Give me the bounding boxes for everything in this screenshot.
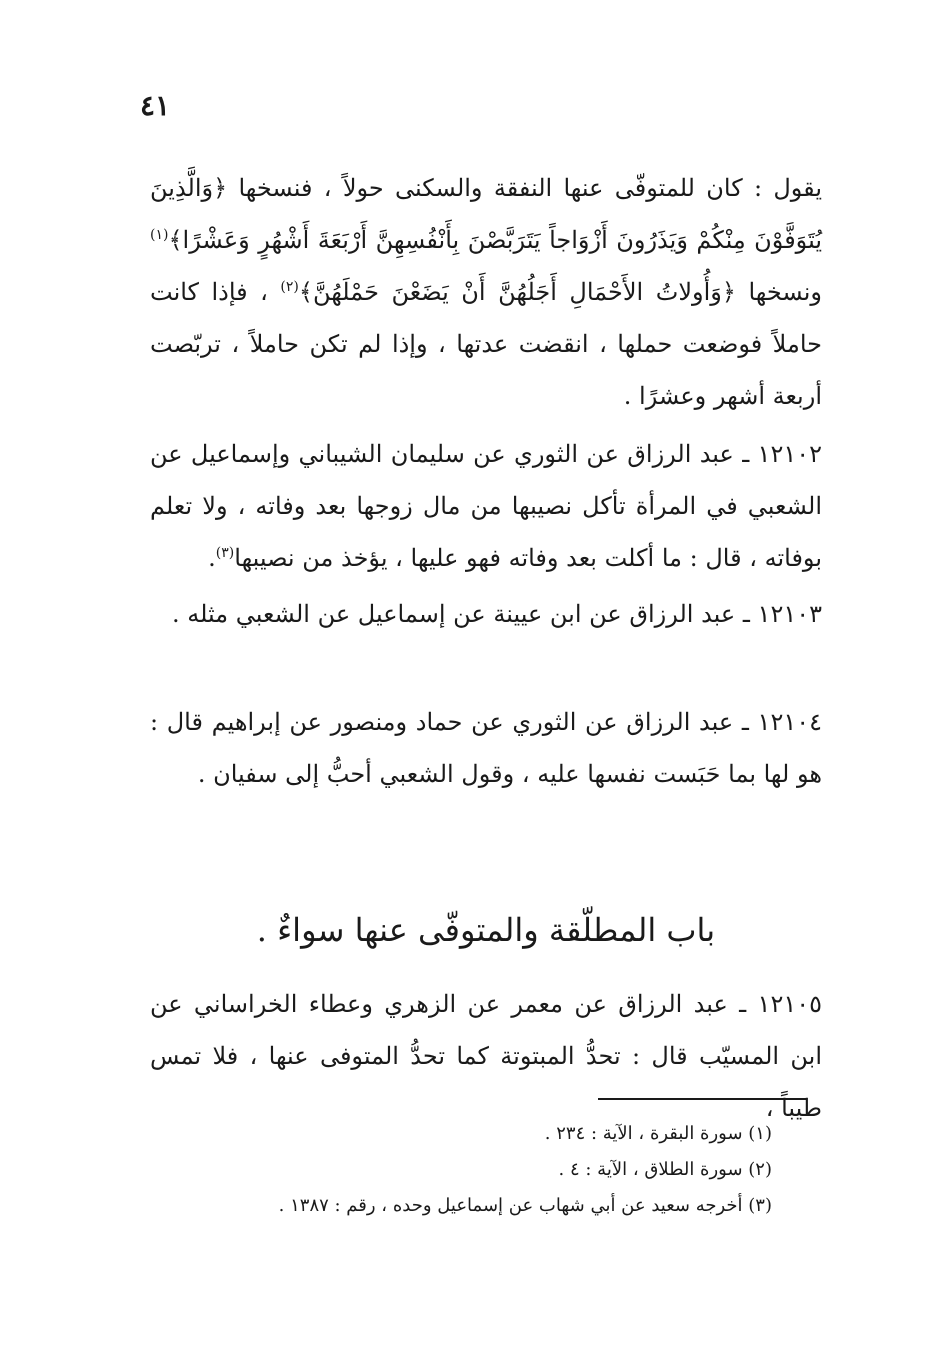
- paragraph-commentary: [150, 162, 822, 422]
- paragraph-text-continued: ونسخها ﴿وَأُولاتُ الأَحْمَالِ أَجَلُهُنَّ أَنْ يَضَعْنَ حَمْلَهُنَّ﴾: [298, 278, 822, 306]
- hadith-12105: ١٢١٠٥ ـ عبد الرزاق عن معمر عن الزهري وعطاء الخراساني عن ابن المسيّب قال : تحدُّ المبتوتة كما تحدُّ المتوفى عنها ، فلا تمس طيباً ،: [150, 990, 822, 1122]
- hadith-12104: ١٢١٠٤ ـ عبد الرزاق عن الثوري عن حماد ومنصور عن إبراهيم قال : هو لها بما حَبَست نفسها عليه ، وقول الشعبي أحبُّ إلى سفيان .: [150, 708, 822, 788]
- footnote-divider: [598, 1098, 806, 1100]
- section-heading: باب المطلّقة والمتوفّى عنها سواءٌ .: [256, 911, 716, 949]
- footnote-mark-2: (٢): [280, 279, 299, 295]
- hadith-12102: [150, 428, 822, 584]
- footnote-2: (٢) سورة الطلاق ، الآية : ٤ .: [558, 1159, 772, 1180]
- footnote-1: (١) سورة البقرة ، الآية : ٢٣٤ .: [544, 1123, 772, 1144]
- footnotes: [150, 1116, 772, 1224]
- footnote-3: (٣) أخرجه سعيد عن أبي شهاب عن إسماعيل وحده ، رقم : ١٣٨٧ .: [278, 1195, 772, 1216]
- paragraph-text-end: ، فإذا كانت حاملاً فوضعت حملها ، انقضت عدتها ، وإذا لم تكن حاملاً ، تربّصت أربعة أشهر وعشرًا .: [150, 278, 822, 410]
- hadith-text: ١٢١٠٢ ـ عبد الرزاق عن الثوري عن سليمان الشيباني وإسماعيل عن الشعبي في المرأة تأكل نصيبها من مال زوجها بعد وفاته ، ولا تعلم بوفاته ، قال : ما أكلت بعد وفاته فهو عليها ، يؤخذ من نصيبها: [150, 440, 822, 572]
- footnote-mark-3: (٣): [215, 545, 235, 561]
- hadith-12103: ١٢١٠٣ ـ عبد الرزاق عن ابن عيينة عن إسماعيل عن الشعبي مثله .: [171, 600, 822, 628]
- footnote-mark-1: (١): [150, 227, 169, 243]
- page-number: ٤١: [140, 89, 171, 122]
- paragraph-text: يقول : كان للمتوفّى عنها النفقة والسكنى حولاً ، فنسخها ﴿وَالَّذِينَ يُتَوَفَّوْنَ مِنْكُمْ وَيَذَرُونَ أَزْوَاجاً يَتَرَبَّصْنَ بِأَنْفُسِهِنَّ أَرْبَعَةَ أَشْهُرٍ وَعَشْرًا﴾: [150, 174, 822, 254]
- hadith-text-end: .: [208, 544, 216, 572]
